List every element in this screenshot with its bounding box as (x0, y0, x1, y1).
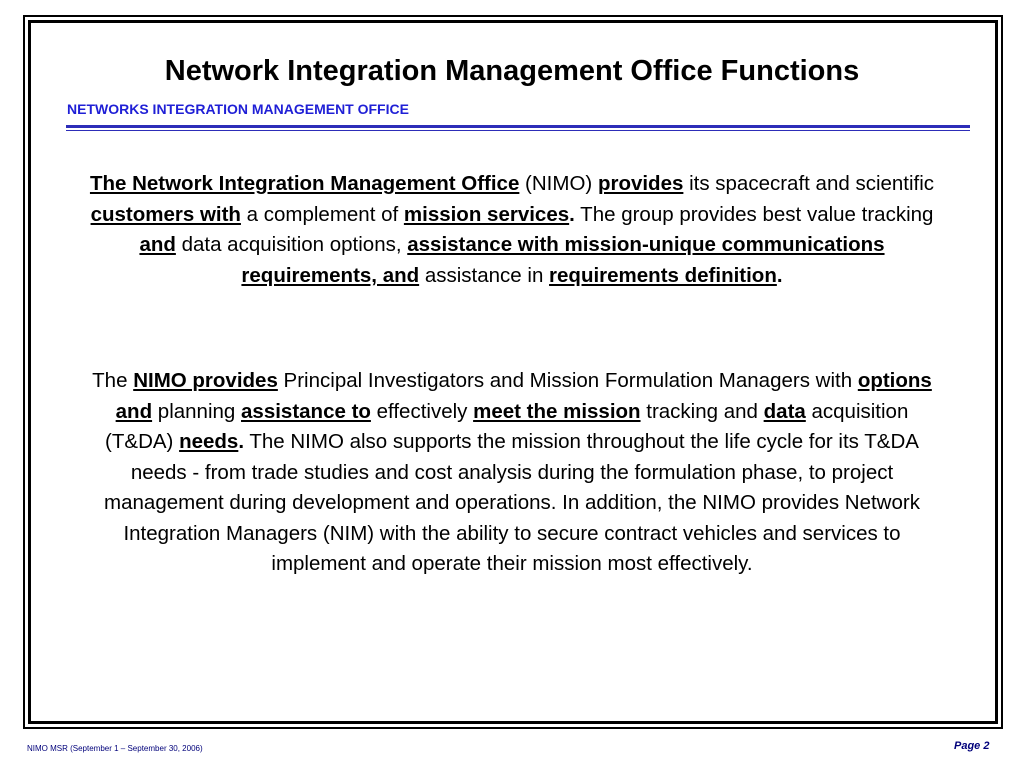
emphasis: customers with (90, 202, 241, 226)
text: acquisition (T&DA) (105, 399, 909, 453)
emphasis: provides (597, 172, 684, 195)
text: The NIMO also supports the mission throughout the life cycle for its T&DA needs - from trade studies and cost analysis during the formulation phase, to project management during development and operations. In addition, the NIMO provides Network Integration Managers (NIM) with the ability to secure contract vehicles and services to implement and operate their mission most effectively. (104, 430, 920, 575)
emphasis: The Network Integration Management Office (89, 172, 520, 195)
paragraph-nimo-services (80, 366, 944, 580)
text: . (569, 202, 575, 226)
footer-report-period: NIMO MSR (September 1 – September 30, 2006) (27, 744, 203, 753)
emphasis: needs (179, 430, 239, 453)
text: a complement of (240, 202, 404, 226)
emphasis: and (139, 233, 176, 256)
header-rule-thin (66, 130, 970, 131)
emphasis: assistance to (241, 399, 371, 423)
text: (NIMO) (519, 172, 598, 195)
emphasis: mission services (403, 202, 570, 226)
text: planning (152, 399, 242, 423)
emphasis: meet the mission (473, 399, 641, 423)
paragraph-nimo-overview (80, 169, 944, 291)
text: assistance in (419, 263, 550, 287)
footer-page-number: Page 2 (954, 740, 990, 752)
emphasis: options and (115, 369, 932, 423)
text: its spacecraft and scientific (683, 172, 935, 195)
text: . (776, 263, 783, 287)
text: The (92, 369, 134, 392)
text: data acquisition options, (175, 233, 408, 256)
emphasis: data (763, 399, 806, 423)
text: effectively (370, 399, 474, 423)
emphasis: NIMO provides (133, 369, 278, 392)
header-rule-thick (66, 125, 970, 128)
slide-subtitle: NETWORKS INTEGRATION MANAGEMENT OFFICE (67, 101, 409, 117)
emphasis: requirements definition (549, 263, 777, 287)
text: The group provides best value tracking (574, 202, 934, 226)
emphasis: assistance with mission-unique communications requirements, and (241, 233, 885, 287)
slide-title: Network Integration Management Office Functions (164, 55, 860, 87)
text: Principal Investigators and Mission Formulation Managers with (277, 369, 858, 392)
text: . (238, 430, 245, 453)
text: tracking and (640, 399, 764, 423)
